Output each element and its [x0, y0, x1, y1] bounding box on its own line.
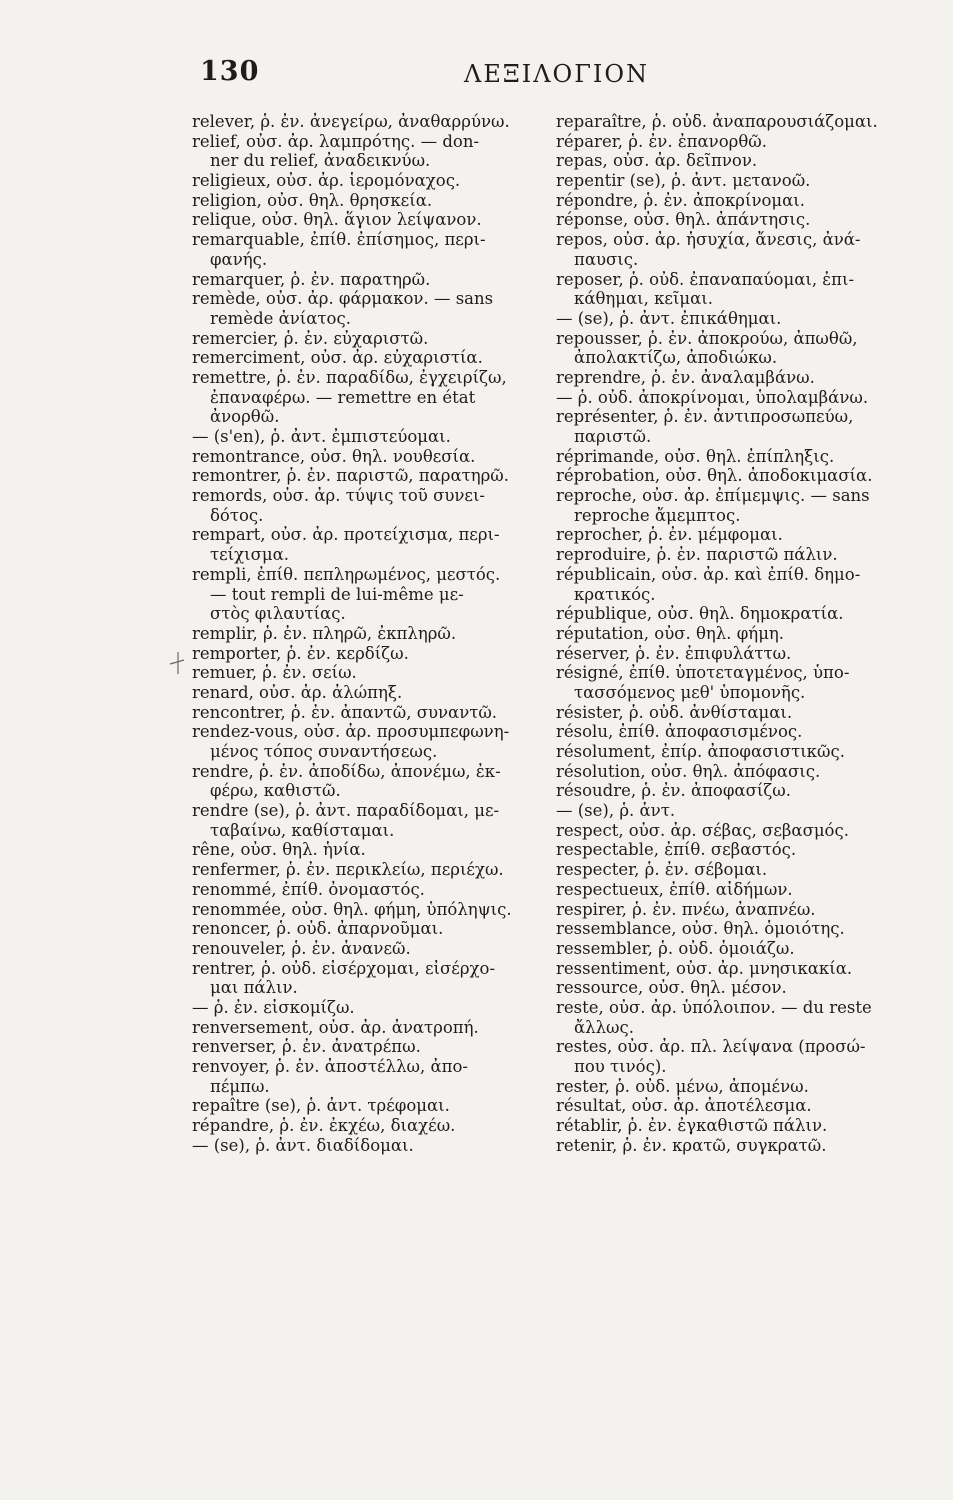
- margin-cross-mark: [168, 648, 188, 676]
- dictionary-entry: — ῥ. ἐν. εἰσκομίζω.: [192, 997, 355, 1017]
- dictionary-entry: républicain, οὐσ. ἀρ. καὶ ἐπίθ. δημο-: [556, 564, 861, 584]
- entry-continuation-line: δότος.: [210, 505, 264, 525]
- entry-continuation-line: παριστῶ.: [574, 427, 652, 446]
- entry-continuation-line: πέμπω.: [210, 1076, 270, 1096]
- dictionary-entry: réparer, ῥ. ἐν. ἐπανορθῶ.: [556, 131, 767, 151]
- dictionary-entry: renfermer, ῥ. ἐν. περικλείω, περιέχω.: [192, 860, 504, 880]
- dictionary-entry: reparaître, ῥ. οὐδ. ἀναπαρουσιάζομαι.: [556, 112, 878, 131]
- dictionary-entry: — (s'en), ῥ. ἀντ. ἐμπιστεύομαι.: [192, 427, 451, 446]
- dictionary-entry: remontrance, οὐσ. θηλ. νουθεσία.: [192, 446, 476, 466]
- dictionary-entry: repousser, ῥ. ἐν. ἀποκρούω, ἀπωθῶ,: [556, 328, 858, 348]
- entry-continuation-line: ἄλλως.: [574, 1017, 634, 1037]
- dictionary-entry: remords, οὐσ. ἀρ. τύψις τοῦ συνει-: [192, 486, 485, 506]
- entry-continuation-line: ἀνορθῶ.: [210, 407, 280, 427]
- dictionary-entry: reproduire, ῥ. ἐν. παριστῶ πάλιν.: [556, 545, 838, 565]
- dictionary-entry: réprobation, οὐσ. θηλ. ἀποδοκιμασία.: [556, 466, 873, 486]
- dictionary-entry: relever, ῥ. ἐν. ἀνεγείρω, ἀναθαρρύνω.: [192, 112, 510, 131]
- page-header: [200, 56, 760, 96]
- dictionary-entry: résister, ῥ. οὐδ. ἀνθίσταμαι.: [556, 702, 793, 722]
- dictionary-entry: résultat, οὐσ. ἀρ. ἀποτέλεσμα.: [556, 1096, 812, 1116]
- dictionary-entry: — (se), ῥ. ἀντ. διαδίδομαι.: [192, 1135, 414, 1155]
- dictionary-entry: remarquable, ἐπίθ. ἐπίσημος, περι-: [192, 230, 486, 250]
- dictionary-entry: relief, οὐσ. ἀρ. λαμπρότης. — don-: [192, 131, 480, 151]
- dictionary-entry: repaître (se), ῥ. ἀντ. τρέφομαι.: [192, 1096, 450, 1116]
- dictionary-entry: renard, οὐσ. ἀρ. ἀλώπηξ.: [192, 682, 403, 702]
- entry-continuation-line: τείχισμα.: [210, 545, 289, 565]
- dictionary-entry: — ῥ. οὐδ. ἀποκρίνομαι, ὑπολαμβάνω.: [556, 387, 869, 407]
- entry-continuation-line: τασσόμενος μεθ' ὑπομονῆς.: [574, 682, 806, 702]
- dictionary-entry: reprendre, ῥ. ἐν. ἀναλαμβάνω.: [556, 367, 815, 387]
- dictionary-entry: république, οὐσ. θηλ. δημοκρατία.: [556, 604, 844, 624]
- dictionary-entry: respectueux, ἐπίθ. αἰδήμων.: [556, 879, 793, 899]
- dictionary-entry: remède, οὐσ. ἀρ. φάρμακον. — sans: [192, 289, 494, 309]
- dictionary-entry: rêne, οὐσ. θηλ. ἡνία.: [192, 840, 366, 860]
- dictionary-entry: renvoyer, ῥ. ἐν. ἀποστέλλω, ἀπο-: [192, 1057, 468, 1076]
- dictionary-entry: renommée, οὐσ. θηλ. φήμη, ὑπόληψις.: [192, 899, 512, 919]
- entry-continuation-line: μαι πάλιν.: [210, 978, 298, 998]
- dictionary-entry: remerciment, οὐσ. ἀρ. εὐχαριστία.: [192, 348, 483, 368]
- page-title: ΛΕΞΙΛΟΓΙΟΝ: [464, 60, 650, 88]
- dictionary-entry: remarquer, ῥ. ἐν. παρατηρῶ.: [192, 269, 431, 289]
- dictionary-entry: réserver, ῥ. ἐν. ἐπιφυλάττω.: [556, 643, 792, 663]
- dictionary-entry: répandre, ῥ. ἐν. ἐκχέω, διαχέω.: [192, 1116, 456, 1136]
- dictionary-entry: religieux, οὐσ. ἀρ. ἱερομόναχος.: [192, 171, 461, 191]
- dictionary-entry: respect, οὐσ. ἀρ. σέβας, σεβασμός.: [556, 820, 849, 840]
- entry-continuation-line: — tout rempli de lui-même με-: [210, 584, 464, 604]
- dictionary-entry: résolument, ἐπίρ. ἀποφασιστικῶς.: [556, 742, 845, 761]
- dictionary-entry: reste, οὐσ. ἀρ. ὑπόλοιπον. — du reste: [556, 997, 872, 1017]
- dictionary-entry: repentir (se), ῥ. ἀντ. μετανοῶ.: [556, 171, 811, 191]
- dictionary-entry: remporter, ῥ. ἐν. κερδίζω.: [192, 643, 409, 663]
- entry-continuation-line: φέρω, καθιστῶ.: [210, 781, 341, 801]
- dictionary-entry: rendre (se), ῥ. ἀντ. παραδίδομαι, με-: [192, 801, 500, 821]
- entry-continuation-line: στὸς φιλαυτίας.: [210, 604, 346, 624]
- dictionary-entry: résolution, οὐσ. θηλ. ἀπόφασις.: [556, 761, 821, 781]
- dictionary-entry: respirer, ῥ. ἐν. πνέω, ἀναπνέω.: [556, 899, 816, 919]
- dictionary-entry: reprocher, ῥ. ἐν. μέμφομαι.: [556, 525, 783, 545]
- dictionary-entry: ressentiment, οὐσ. ἀρ. μνησικακία.: [556, 958, 853, 978]
- dictionary-entry: religion, οὐσ. θηλ. θρησκεία.: [192, 190, 433, 210]
- dictionary-entry: renverser, ῥ. ἐν. ἀνατρέπω.: [192, 1037, 421, 1057]
- dictionary-entry: réprimande, οὐσ. θηλ. ἐπίπληξις.: [556, 446, 835, 466]
- left-column: [192, 112, 547, 1155]
- dictionary-entry: rétablir, ῥ. ἐν. ἐγκαθιστῶ πάλιν.: [556, 1116, 828, 1136]
- dictionary-entry: relique, οὐσ. θηλ. ἅγιον λείψανον.: [192, 210, 482, 230]
- dictionary-entry: rester, ῥ. οὐδ. μένω, ἀπομένω.: [556, 1076, 809, 1096]
- entry-continuation-line: κάθημαι, κεῖμαι.: [574, 289, 714, 309]
- dictionary-entry: renoncer, ῥ. οὐδ. ἀπαρνοῦμαι.: [192, 919, 444, 939]
- dictionary-entry: remplir, ῥ. ἐν. πληρῶ, ἐκπληρῶ.: [192, 623, 457, 643]
- dictionary-entry: ressource, οὐσ. θηλ. μέσον.: [556, 978, 787, 998]
- dictionary-entry: reposer, ῥ. οὐδ. ἐπαναπαύομαι, ἐπι-: [556, 269, 855, 289]
- dictionary-entry: repas, οὐσ. ἀρ. δεῖπνον.: [556, 151, 758, 171]
- dictionary-entry: rendez-vous, οὐσ. ἀρ. προσυμπεφωνη-: [192, 722, 510, 742]
- dictionary-entry: représenter, ῥ. ἐν. ἀντιπροσωπεύω,: [556, 407, 854, 427]
- dictionary-entry: ressemblance, οὐσ. θηλ. ὁμοιότης.: [556, 919, 845, 939]
- entry-continuation-line: παυσις.: [574, 249, 639, 269]
- dictionary-entry: résigné, ἐπίθ. ὑποτεταγμένος, ὑπο-: [556, 663, 850, 683]
- entry-continuation-line: φανής.: [210, 249, 268, 269]
- dictionary-entry: remercier, ῥ. ἐν. εὐχαριστῶ.: [192, 328, 429, 348]
- dictionary-entry: retenir, ῥ. ἐν. κρατῶ, συγκρατῶ.: [556, 1135, 827, 1155]
- entry-continuation-line: reproche ἄμεμπτος.: [574, 505, 741, 525]
- entry-continuation-line: ταβαίνω, καθίσταμαι.: [210, 820, 395, 840]
- right-column: [556, 112, 916, 1155]
- dictionary-entry: restes, οὐσ. ἀρ. πλ. λείψανα (προσώ-: [556, 1037, 866, 1057]
- dictionary-entry: renommé, ἐπίθ. ὀνομαστός.: [192, 879, 425, 899]
- dictionary-entry: rencontrer, ῥ. ἐν. ἀπαντῶ, συναντῶ.: [192, 702, 498, 722]
- dictionary-entry: — (se), ῥ. ἀντ.: [556, 801, 676, 821]
- entry-continuation-line: remède ἀνίατος.: [210, 308, 351, 328]
- entry-continuation-line: ἐπαναφέρω. — remettre en état: [210, 387, 476, 407]
- dictionary-entry: respecter, ῥ. ἐν. σέβομαι.: [556, 860, 768, 880]
- dictionary-entry: repos, οὐσ. ἀρ. ἡσυχία, ἄνεσις, ἀνά-: [556, 230, 861, 250]
- dictionary-entry: renversement, οὐσ. ἀρ. ἀνατροπή.: [192, 1017, 479, 1037]
- dictionary-entry: rempart, οὐσ. ἀρ. προτείχισμα, περι-: [192, 525, 500, 545]
- dictionary-entry: respectable, ἐπίθ. σεβαστός.: [556, 840, 797, 860]
- dictionary-entry: réponse, οὐσ. θηλ. ἀπάντησις.: [556, 210, 811, 230]
- entry-continuation-line: κρατικός.: [574, 584, 656, 604]
- dictionary-entry: — (se), ῥ. ἀντ. ἐπικάθημαι.: [556, 308, 782, 328]
- entry-continuation-line: ἀπολακτίζω, ἀποδιώκω.: [574, 348, 778, 368]
- dictionary-entry: ressembler, ῥ. οὐδ. ὁμοιάζω.: [556, 938, 795, 958]
- dictionary-entry: résoudre, ῥ. ἐν. ἀποφασίζω.: [556, 781, 791, 801]
- page-number: 130: [200, 56, 260, 87]
- entry-continuation-line: που τινός).: [574, 1057, 667, 1076]
- dictionary-entry: rentrer, ῥ. οὐδ. εἰσέρχομαι, εἰσέρχο-: [192, 958, 496, 978]
- dictionary-entry: renouveler, ῥ. ἐν. ἀνανεῶ.: [192, 938, 411, 958]
- dictionary-entry: réputation, οὐσ. θηλ. φήμη.: [556, 623, 785, 643]
- dictionary-entry: reproche, οὐσ. ἀρ. ἐπίμεμψις. — sans: [556, 486, 870, 506]
- dictionary-entry: remettre, ῥ. ἐν. παραδίδω, ἐγχειρίζω,: [192, 367, 507, 387]
- dictionary-entry: rendre, ῥ. ἐν. ἀποδίδω, ἀπονέμω, ἐκ-: [192, 761, 501, 781]
- dictionary-entry: remuer, ῥ. ἐν. σείω.: [192, 663, 357, 683]
- dictionary-entry: résolu, ἐπίθ. ἀποφασισμένος.: [556, 722, 803, 742]
- dictionary-entry: remontrer, ῥ. ἐν. παριστῶ, παρατηρῶ.: [192, 466, 510, 486]
- dictionary-entry: répondre, ῥ. ἐν. ἀποκρίνομαι.: [556, 190, 805, 210]
- entry-continuation-line: μένος τόπος συναντήσεως.: [210, 742, 438, 761]
- entry-continuation-line: ner du relief, ἀναδεικνύω.: [210, 151, 431, 171]
- dictionary-entry: rempli, ἐπίθ. πεπληρωμένος, μεστός.: [192, 564, 501, 584]
